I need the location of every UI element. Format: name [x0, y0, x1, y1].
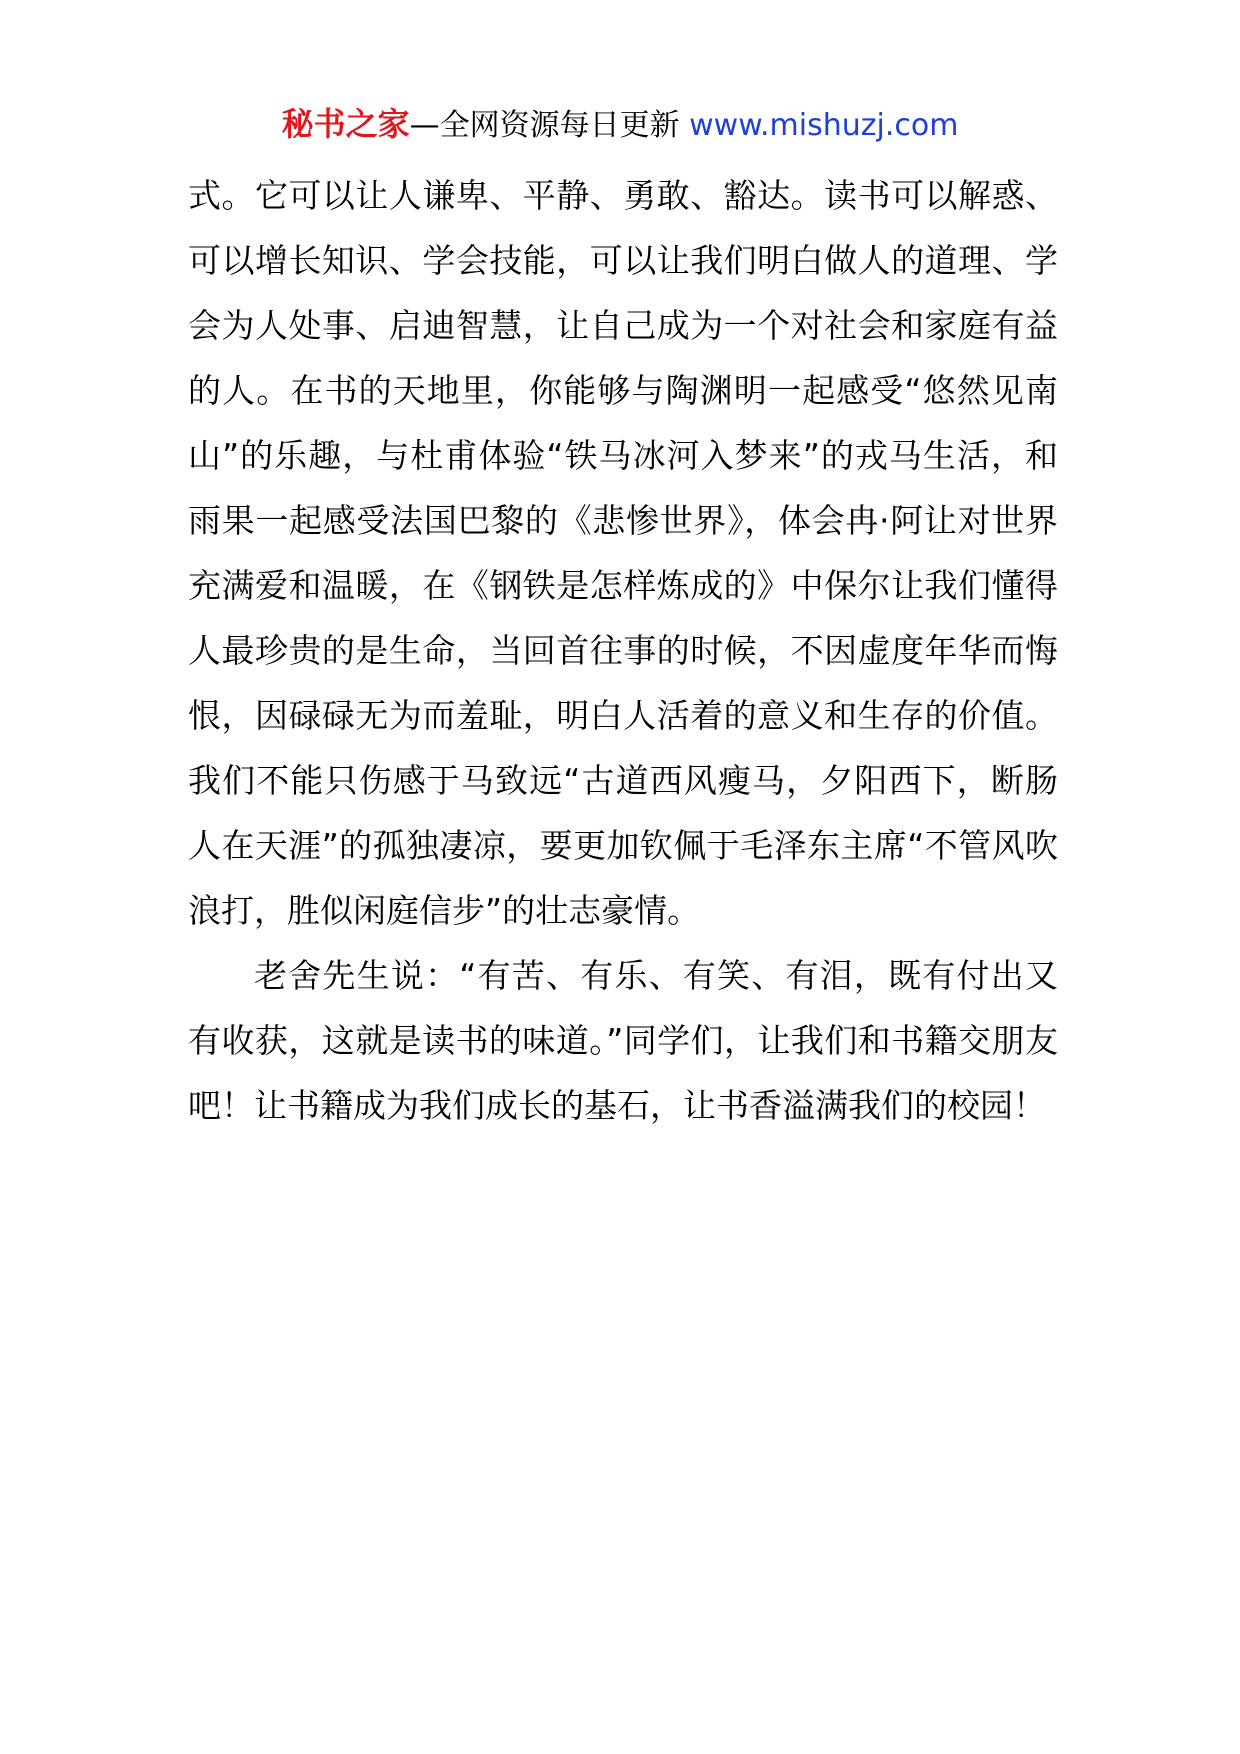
article-body — [188, 163, 1058, 1138]
brand-name: 秘书之家 — [281, 105, 410, 143]
page-header — [0, 100, 1240, 150]
paragraph-continued: 式。它可以让人谦卑、平静、勇敢、豁达。读书可以解惑、可以增长知识、学会技能，可以让我们明白做人的道理、学会为人处事、启迪智慧，让自己成为一个对社会和家庭有益的人。在书的天地里，你能够与陶渊明一起感受“悠然见南山”的乐趣，与杜甫体验“铁马冰河入梦来”的戎马生活，和雨果一起感受法国巴黎的《悲惨世界》，体会冉·阿让对世界充满爱和温暖，在《钢铁是怎样炼成的》中保尔让我们懂得人最珍贵的是生命，当回首往事的时候，不因虚度年华而悔恨，因碌碌无为而羞耻，明白人活着的意义和生存的价值。我们不能只伤感于马致远“古道西风瘦马，夕阳西下，断肠人在天涯”的孤独凄凉，要更加钦佩于毛泽东主席“不管风吹浪打，胜似闲庭信步”的壮志豪情。 — [188, 176, 1058, 930]
header-slogan: —全网资源每日更新 — [409, 108, 680, 143]
website-url[interactable]: www.mishuzj.com — [689, 108, 959, 143]
paragraph-conclusion: 老舍先生说：“有苦、有乐、有笑、有泪，既有付出又有收获，这就是读书的味道。”同学们，让我们和书籍交朋友吧！让书籍成为我们成长的基石，让书香溢满我们的校园！ — [188, 956, 1058, 1125]
